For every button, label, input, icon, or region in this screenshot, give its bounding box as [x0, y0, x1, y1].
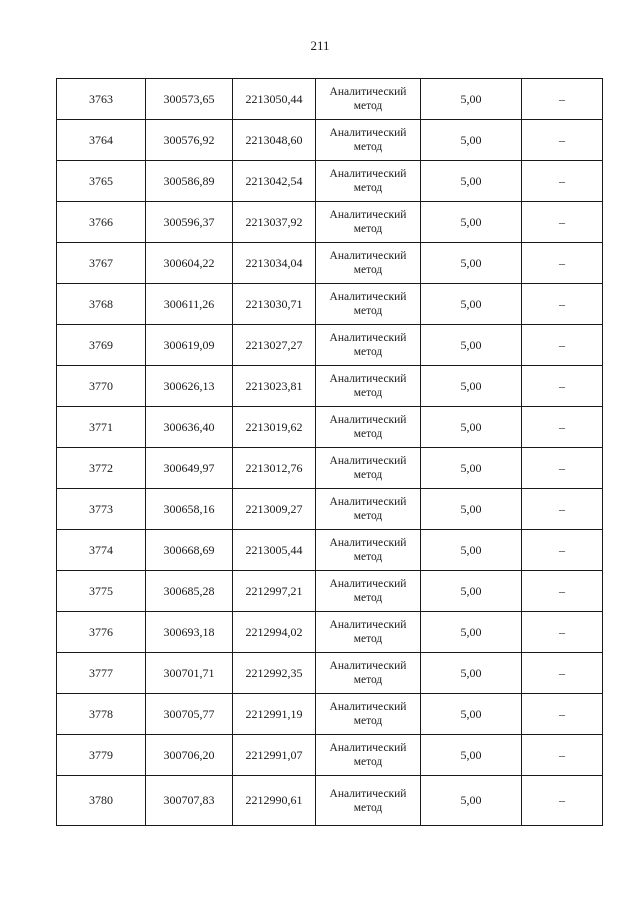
- precision-cell: 5,00: [421, 243, 522, 284]
- x-coordinate-cell: 300586,89: [146, 161, 233, 202]
- y-coordinate-cell: 2212991,19: [233, 694, 316, 735]
- method-text: Аналитический: [329, 86, 407, 98]
- method-cell: [316, 735, 421, 776]
- precision-cell: 5,00: [421, 366, 522, 407]
- x-coordinate-cell: 300685,28: [146, 571, 233, 612]
- precision-cell: 5,00: [421, 694, 522, 735]
- method-text: метод: [353, 592, 383, 604]
- y-coordinate-cell: 2213030,71: [233, 284, 316, 325]
- point-number-cell: 3764: [57, 120, 146, 161]
- method-text: Аналитический: [329, 209, 407, 221]
- table-row: [57, 366, 603, 407]
- x-coordinate-cell: 300707,83: [146, 776, 233, 826]
- note-cell: –: [522, 489, 603, 530]
- note-cell: –: [522, 735, 603, 776]
- method-cell: [316, 79, 421, 120]
- x-coordinate-cell: 300693,18: [146, 612, 233, 653]
- precision-cell: 5,00: [421, 202, 522, 243]
- note-cell: –: [522, 161, 603, 202]
- table-row: [57, 776, 603, 826]
- method-text: Аналитический: [329, 537, 407, 549]
- note-cell: –: [522, 366, 603, 407]
- method-text: метод: [353, 305, 383, 317]
- table-row: [57, 530, 603, 571]
- x-coordinate-cell: 300626,13: [146, 366, 233, 407]
- method-text: метод: [353, 428, 383, 440]
- method-text: метод: [353, 223, 383, 235]
- y-coordinate-cell: 2213019,62: [233, 407, 316, 448]
- y-coordinate-cell: 2213050,44: [233, 79, 316, 120]
- method-cell: [316, 366, 421, 407]
- note-cell: –: [522, 243, 603, 284]
- method-text: метод: [353, 182, 383, 194]
- method-cell: [316, 776, 421, 826]
- method-text: метод: [353, 551, 383, 563]
- method-text: Аналитический: [329, 414, 407, 426]
- method-text: Аналитический: [329, 250, 407, 262]
- point-number-cell: 3770: [57, 366, 146, 407]
- x-coordinate-cell: 300649,97: [146, 448, 233, 489]
- coordinates-table: [56, 78, 603, 826]
- point-number-cell: 3766: [57, 202, 146, 243]
- x-coordinate-cell: 300701,71: [146, 653, 233, 694]
- x-coordinate-cell: 300706,20: [146, 735, 233, 776]
- y-coordinate-cell: 2212990,61: [233, 776, 316, 826]
- method-text: Аналитический: [329, 496, 407, 508]
- point-number-cell: 3767: [57, 243, 146, 284]
- point-number-cell: 3773: [57, 489, 146, 530]
- note-cell: –: [522, 202, 603, 243]
- y-coordinate-cell: 2213034,04: [233, 243, 316, 284]
- x-coordinate-cell: 300573,65: [146, 79, 233, 120]
- point-number-cell: 3768: [57, 284, 146, 325]
- table-row: [57, 694, 603, 735]
- note-cell: –: [522, 79, 603, 120]
- method-text: Аналитический: [329, 127, 407, 139]
- method-cell: [316, 571, 421, 612]
- table-row: [57, 448, 603, 489]
- method-cell: [316, 325, 421, 366]
- note-cell: –: [522, 653, 603, 694]
- table-row: [57, 571, 603, 612]
- page-number: 211: [310, 38, 330, 53]
- method-cell: [316, 120, 421, 161]
- point-number-cell: 3772: [57, 448, 146, 489]
- table-row: [57, 653, 603, 694]
- method-text: метод: [353, 633, 383, 645]
- method-cell: [316, 694, 421, 735]
- x-coordinate-cell: 300604,22: [146, 243, 233, 284]
- precision-cell: 5,00: [421, 79, 522, 120]
- method-text: метод: [353, 387, 383, 399]
- method-text: Аналитический: [329, 373, 407, 385]
- x-coordinate-cell: 300576,92: [146, 120, 233, 161]
- precision-cell: 5,00: [421, 407, 522, 448]
- table-row: [57, 612, 603, 653]
- point-number-cell: 3778: [57, 694, 146, 735]
- y-coordinate-cell: 2212992,35: [233, 653, 316, 694]
- method-text: Аналитический: [329, 168, 407, 180]
- method-text: метод: [353, 801, 383, 814]
- point-number-cell: 3777: [57, 653, 146, 694]
- method-text: метод: [353, 346, 383, 358]
- y-coordinate-cell: 2212991,07: [233, 735, 316, 776]
- note-cell: –: [522, 120, 603, 161]
- note-cell: –: [522, 776, 603, 826]
- method-text: Аналитический: [329, 291, 407, 303]
- table-row: [57, 202, 603, 243]
- point-number-cell: 3769: [57, 325, 146, 366]
- point-number-cell: 3774: [57, 530, 146, 571]
- point-number-cell: 3771: [57, 407, 146, 448]
- x-coordinate-cell: 300611,26: [146, 284, 233, 325]
- y-coordinate-cell: 2213023,81: [233, 366, 316, 407]
- note-cell: –: [522, 694, 603, 735]
- point-number-cell: 3780: [57, 776, 146, 826]
- method-text: Аналитический: [329, 701, 407, 713]
- note-cell: –: [522, 284, 603, 325]
- x-coordinate-cell: 300636,40: [146, 407, 233, 448]
- y-coordinate-cell: 2213005,44: [233, 530, 316, 571]
- method-text: метод: [353, 264, 383, 276]
- y-coordinate-cell: 2213042,54: [233, 161, 316, 202]
- precision-cell: 5,00: [421, 653, 522, 694]
- table-row: [57, 243, 603, 284]
- method-cell: [316, 202, 421, 243]
- table-row: [57, 325, 603, 366]
- precision-cell: 5,00: [421, 325, 522, 366]
- method-cell: [316, 284, 421, 325]
- x-coordinate-cell: 300596,37: [146, 202, 233, 243]
- method-text: метод: [353, 715, 383, 727]
- method-cell: [316, 489, 421, 530]
- precision-cell: 5,00: [421, 448, 522, 489]
- point-number-cell: 3775: [57, 571, 146, 612]
- method-cell: [316, 243, 421, 284]
- method-text: Аналитический: [329, 455, 407, 467]
- y-coordinate-cell: 2212997,21: [233, 571, 316, 612]
- x-coordinate-cell: 300658,16: [146, 489, 233, 530]
- precision-cell: 5,00: [421, 489, 522, 530]
- method-text: метод: [353, 100, 383, 112]
- precision-cell: 5,00: [421, 571, 522, 612]
- method-text: метод: [353, 469, 383, 481]
- method-cell: [316, 530, 421, 571]
- method-text: метод: [353, 756, 383, 768]
- note-cell: –: [522, 407, 603, 448]
- precision-cell: 5,00: [421, 776, 522, 826]
- x-coordinate-cell: 300705,77: [146, 694, 233, 735]
- y-coordinate-cell: 2213048,60: [233, 120, 316, 161]
- y-coordinate-cell: 2213027,27: [233, 325, 316, 366]
- method-text: Аналитический: [329, 619, 407, 631]
- note-cell: –: [522, 530, 603, 571]
- precision-cell: 5,00: [421, 120, 522, 161]
- point-number-cell: 3779: [57, 735, 146, 776]
- table-row: [57, 489, 603, 530]
- note-cell: –: [522, 612, 603, 653]
- note-cell: –: [522, 448, 603, 489]
- point-number-cell: 3765: [57, 161, 146, 202]
- method-cell: [316, 653, 421, 694]
- table-row: [57, 120, 603, 161]
- point-number-cell: 3776: [57, 612, 146, 653]
- method-text: Аналитический: [329, 787, 407, 800]
- method-cell: [316, 448, 421, 489]
- method-cell: [316, 612, 421, 653]
- method-text: Аналитический: [329, 332, 407, 344]
- precision-cell: 5,00: [421, 612, 522, 653]
- precision-cell: 5,00: [421, 735, 522, 776]
- method-text: Аналитический: [329, 578, 407, 590]
- method-text: метод: [353, 510, 383, 522]
- method-text: метод: [353, 674, 383, 686]
- table-row: [57, 735, 603, 776]
- y-coordinate-cell: 2213012,76: [233, 448, 316, 489]
- point-number-cell: 3763: [57, 79, 146, 120]
- note-cell: –: [522, 325, 603, 366]
- method-text: Аналитический: [329, 660, 407, 672]
- table-row: [57, 161, 603, 202]
- note-cell: –: [522, 571, 603, 612]
- table-row: [57, 284, 603, 325]
- method-text: метод: [353, 141, 383, 153]
- precision-cell: 5,00: [421, 284, 522, 325]
- precision-cell: 5,00: [421, 161, 522, 202]
- x-coordinate-cell: 300619,09: [146, 325, 233, 366]
- method-text: Аналитический: [329, 742, 407, 754]
- y-coordinate-cell: 2213037,92: [233, 202, 316, 243]
- method-cell: [316, 407, 421, 448]
- table-row: [57, 407, 603, 448]
- method-cell: [316, 161, 421, 202]
- x-coordinate-cell: 300668,69: [146, 530, 233, 571]
- y-coordinate-cell: 2212994,02: [233, 612, 316, 653]
- table-row: [57, 79, 603, 120]
- precision-cell: 5,00: [421, 530, 522, 571]
- y-coordinate-cell: 2213009,27: [233, 489, 316, 530]
